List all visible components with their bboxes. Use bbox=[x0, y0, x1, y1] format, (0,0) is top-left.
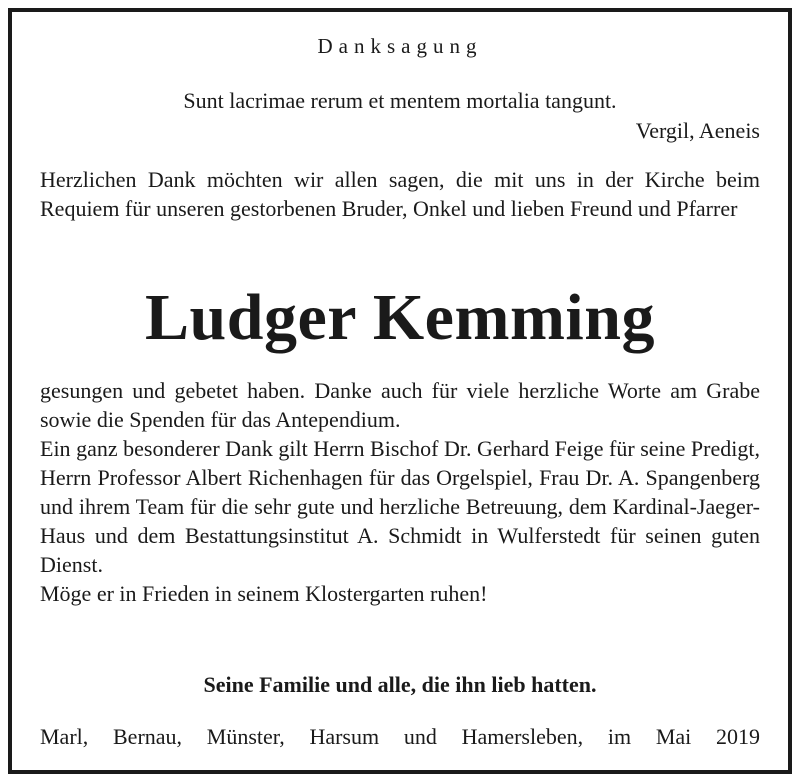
place-and-date: Marl, Bernau, Münster, Harsum und Hamersleben, im Mai 2019 bbox=[40, 724, 760, 749]
thanks-paragraph-3: Möge er in Frieden in seinem Klostergarten ruhen! bbox=[40, 581, 488, 606]
family-signoff: Seine Familie und alle, die ihn lieb hatten. bbox=[203, 672, 597, 697]
deceased-name: Ludger Kemming bbox=[145, 281, 655, 354]
thanks-paragraph-2: Ein ganz besonderer Dank gilt Herrn Bischof Dr. Gerhard Feige für seine Predigt, Herrn Professor Albert Richenhagen für das Orgelspiel, Frau Dr. A. Spangenberg und ihrem Team für die sehr gute und herzliche Betreuung, dem Kardinal-Jaeger-Haus und dem Bestattungsinstitut A. Schmidt in Wulferstedt für seinen guten Dienst. bbox=[40, 436, 760, 577]
thanks-paragraph-1: gesungen und gebetet haben. Danke auch für viele herzliche Worte am Grabe sowie die Spenden für das Antependium. bbox=[40, 378, 760, 432]
notice-heading: Danksagung bbox=[317, 34, 483, 58]
notice-frame bbox=[8, 8, 792, 774]
latin-quote: Sunt lacrimae rerum et mentem mortalia tangunt. bbox=[183, 88, 617, 113]
quote-source: Vergil, Aeneis bbox=[635, 118, 760, 143]
body-text bbox=[40, 376, 760, 608]
intro-paragraph: Herzlichen Dank möchten wir allen sagen, die mit uns in der Kirche beim Requiem für unseren gestorbenen Bruder, Onkel und lieben Freund und Pfarrer bbox=[40, 167, 760, 221]
notice-content bbox=[40, 12, 760, 770]
